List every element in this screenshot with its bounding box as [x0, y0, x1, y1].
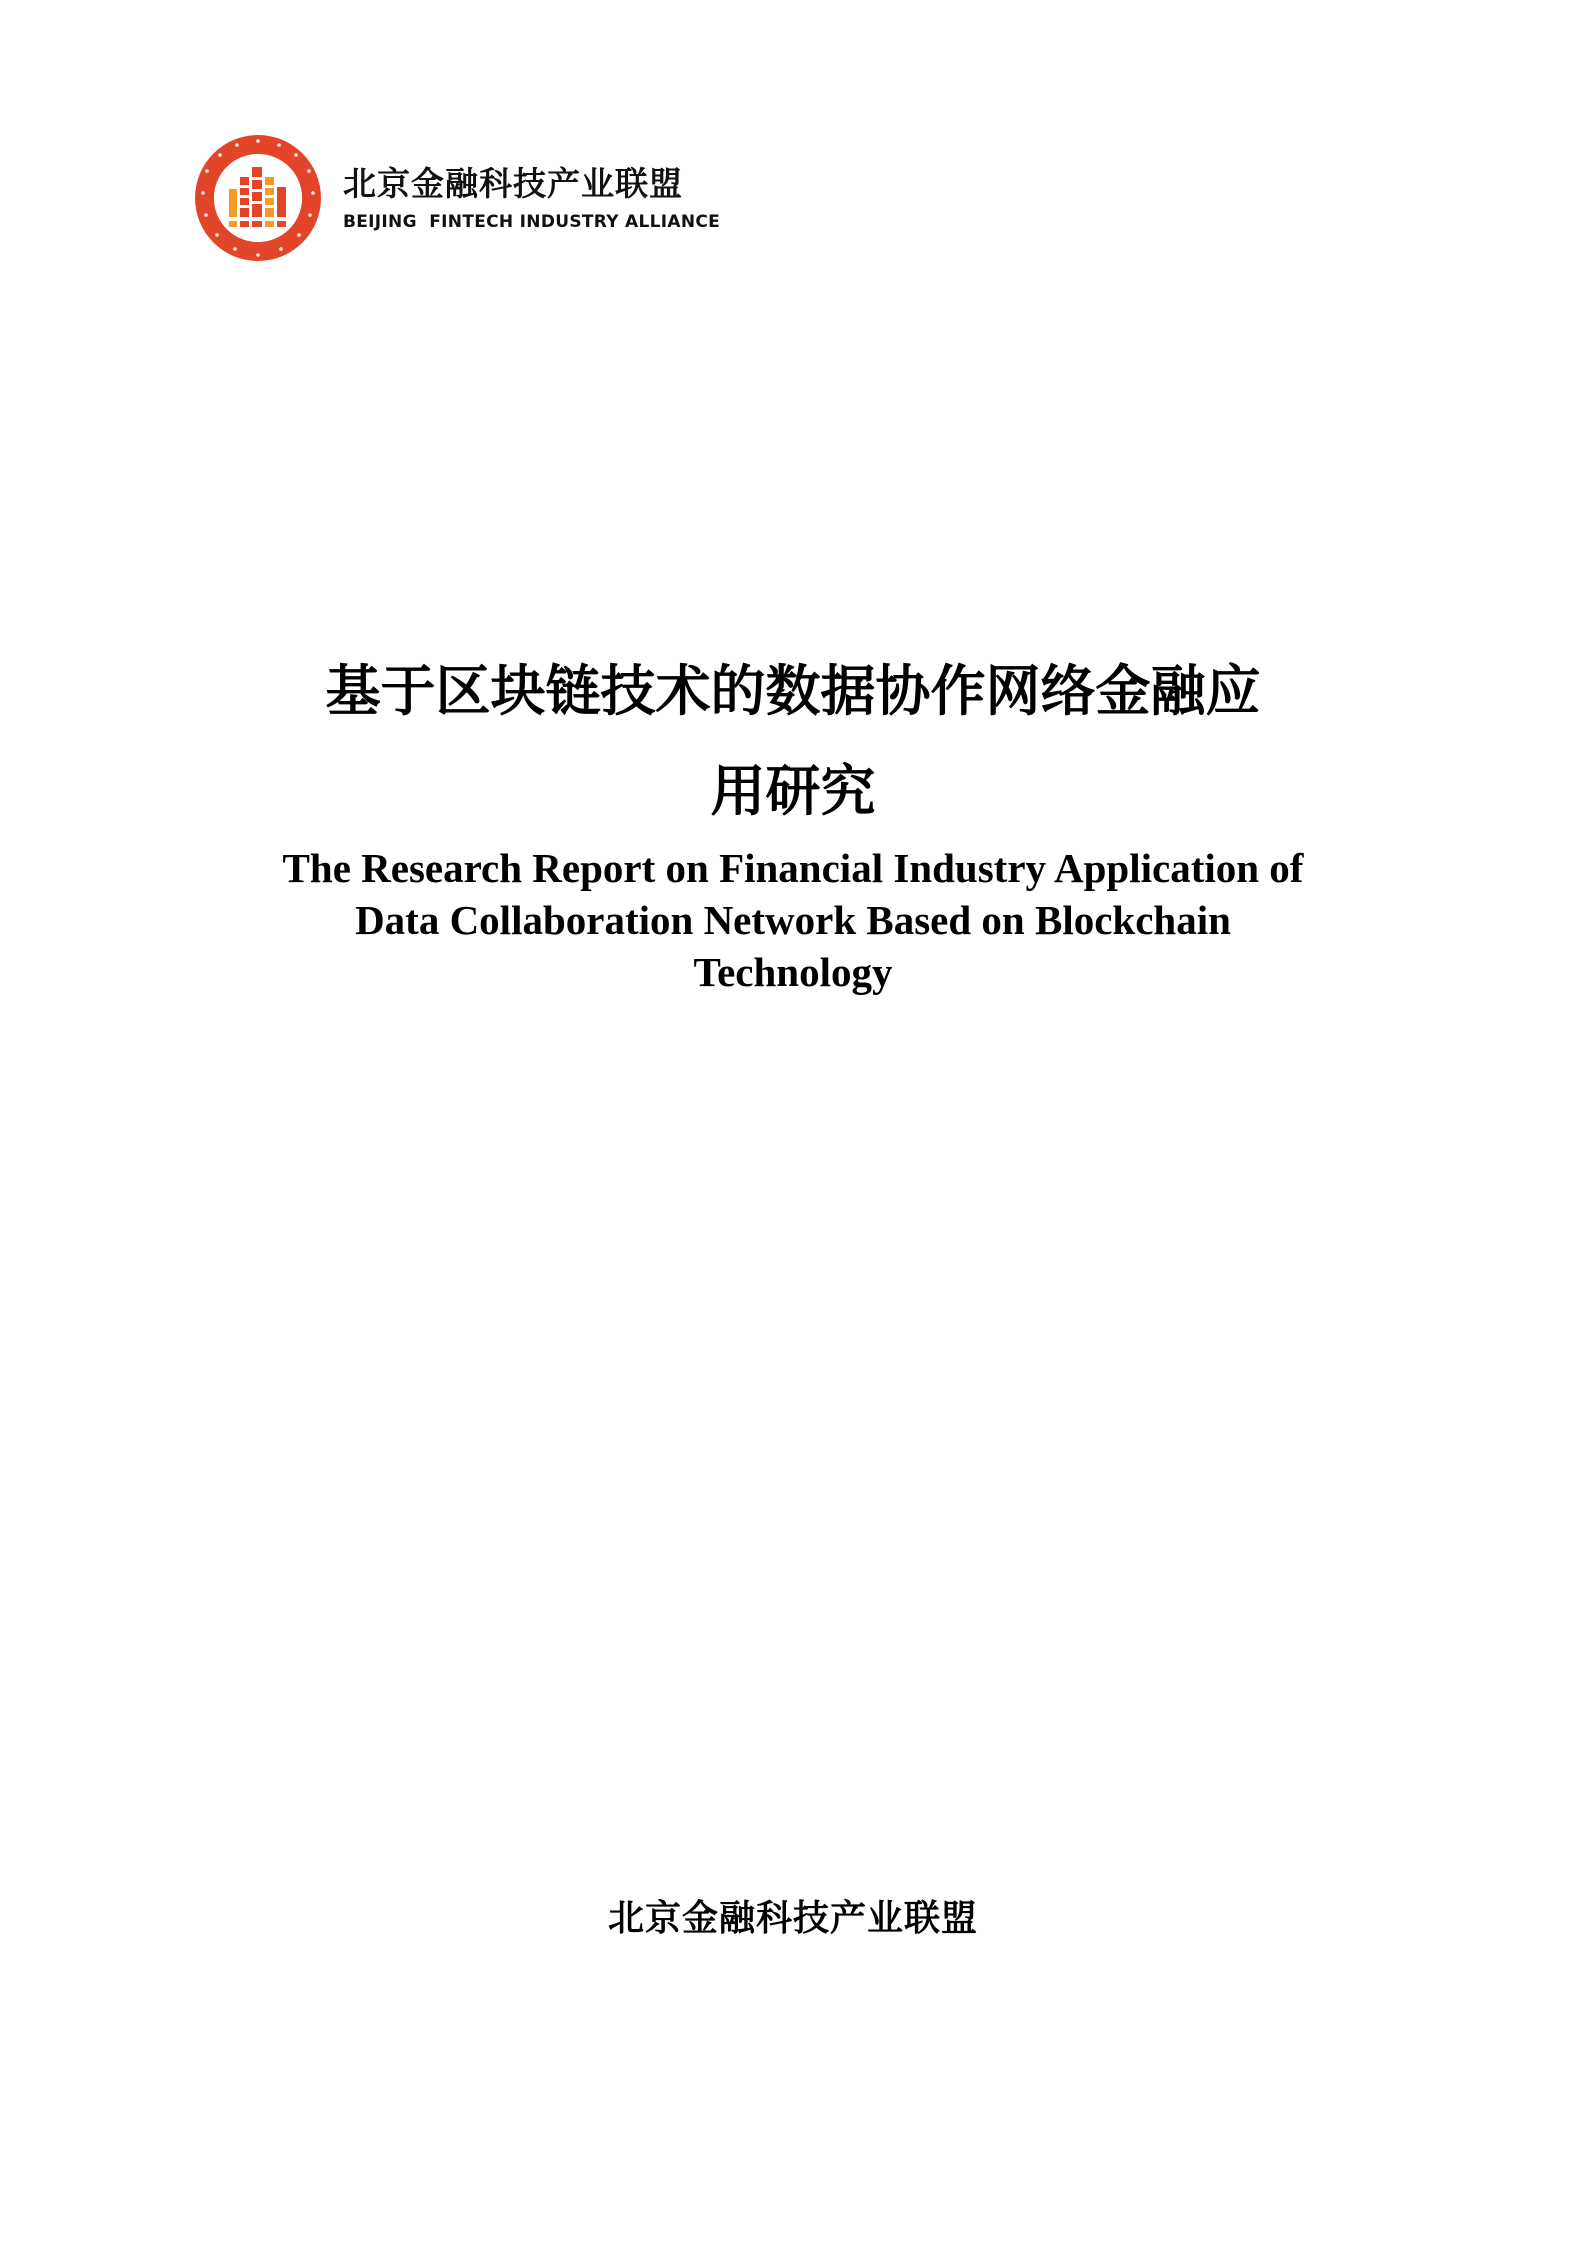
alliance-logo	[193, 133, 720, 263]
logo-wordmark	[343, 163, 720, 233]
logo-org-name-en: BEIJING FINTECH INDUSTRY ALLIANCE	[343, 212, 721, 232]
report-title-cn-line2: 用研究	[710, 759, 876, 823]
report-title-en-line3: Technology	[693, 949, 893, 995]
alliance-seal-icon	[193, 133, 323, 263]
report-title-en-line2: Data Collaboration Network Based on Blockchain	[355, 897, 1231, 943]
footer-org-name: 北京金融科技产业联盟	[607, 1898, 978, 1939]
report-title-en-line1: The Research Report on Financial Industry Application of	[282, 845, 1304, 891]
logo-org-name-cn: 北京金融科技产业联盟	[343, 164, 683, 203]
report-title-cn-line1: 基于区块链技术的数据协作网络金融应	[325, 659, 1261, 723]
